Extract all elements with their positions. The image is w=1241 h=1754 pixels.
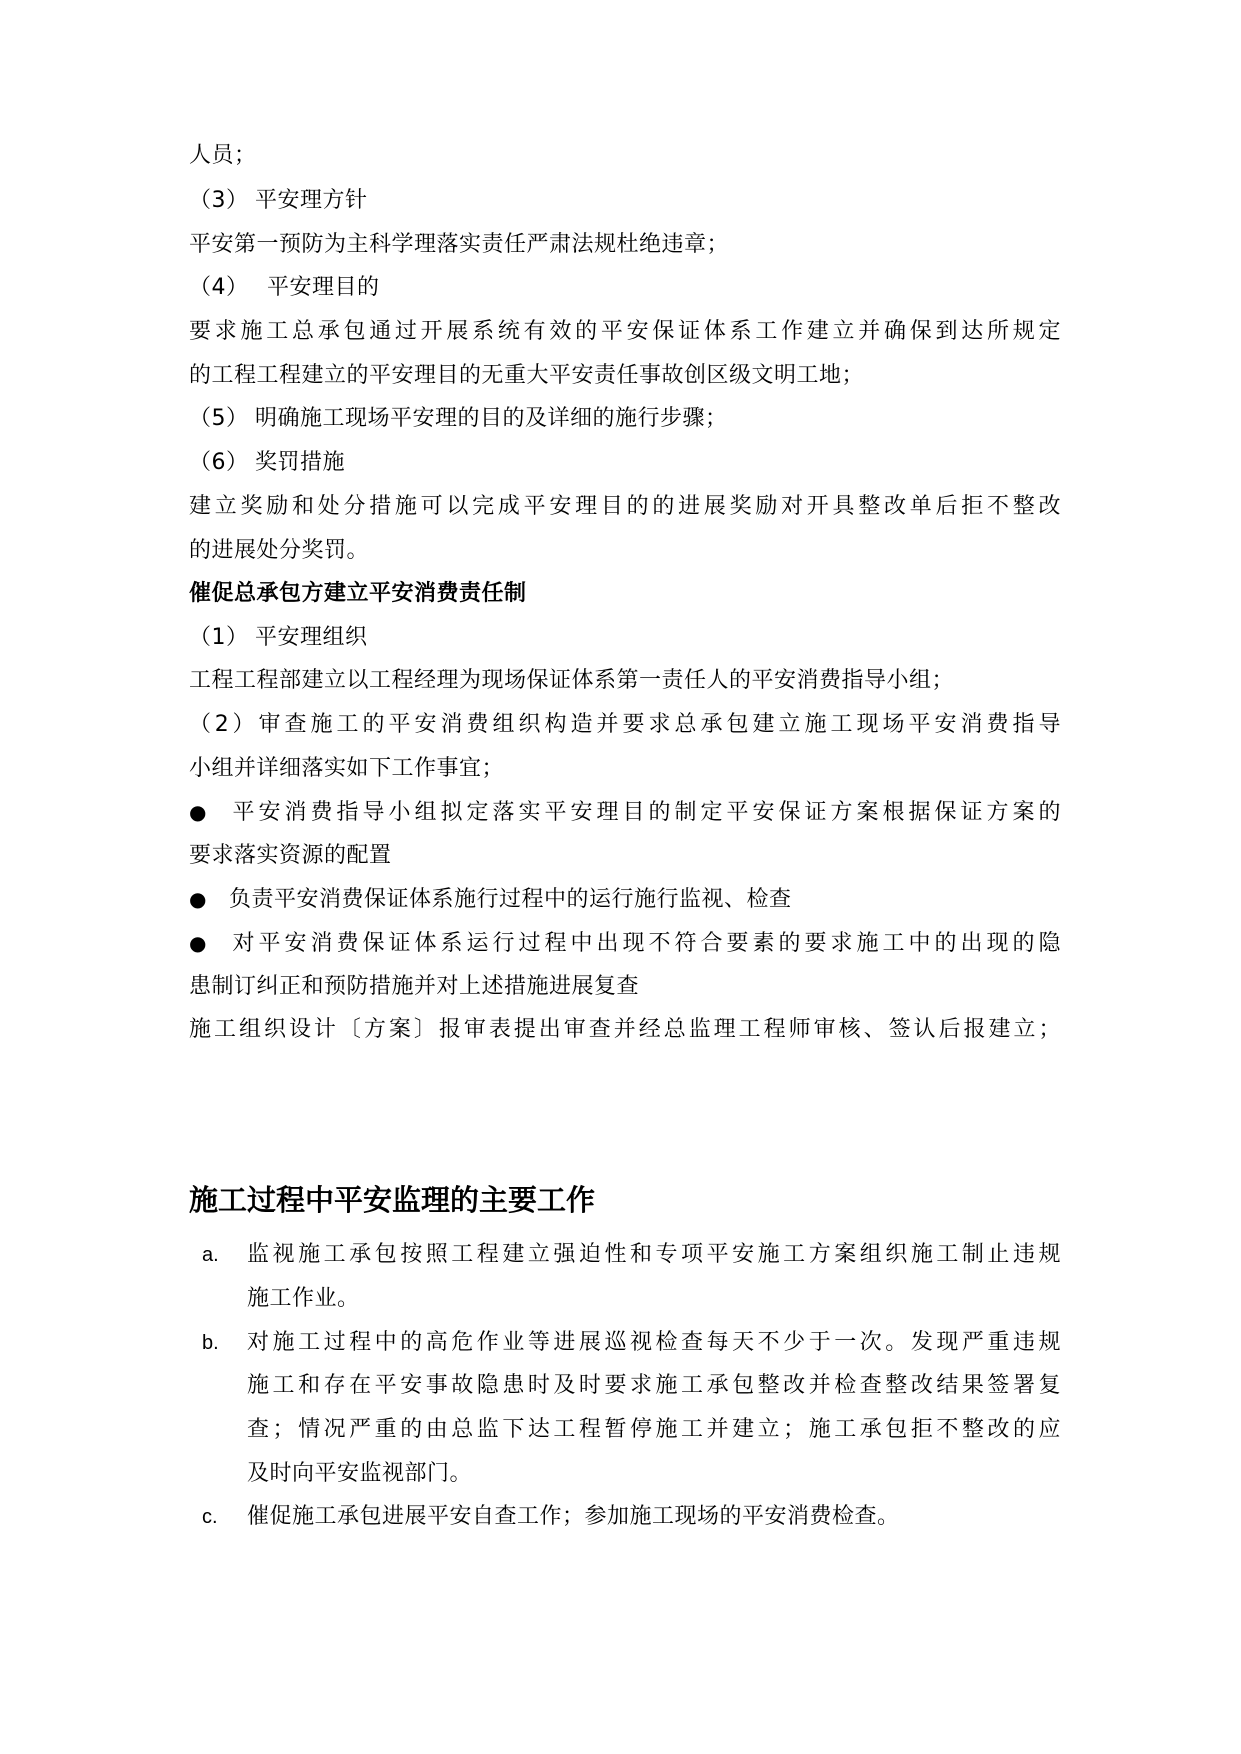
item-number: （5） [189, 406, 249, 431]
item-text: 平安理方针 [255, 188, 368, 213]
bullet-item [189, 928, 1061, 958]
text-line: 施工组织设计〔方案〕报审表提出审查并经总监理工程师审核、签认后报建立； [189, 1017, 1061, 1042]
text-line: 人员； [189, 143, 257, 168]
numbered-item [189, 186, 368, 216]
item-text: 奖罚措施 [255, 450, 346, 475]
item-text: 平安理组织 [255, 625, 368, 650]
item-text: 明确施工现场平安理的目的及详细的施行步骤； [255, 406, 728, 431]
item-text: 平安理目的 [267, 275, 380, 300]
bullet-icon: ● [189, 887, 207, 911]
list-marker: a. [202, 1244, 219, 1266]
item-number: （3） [189, 188, 249, 213]
numbered-item [189, 273, 380, 303]
text-line: 平安第一预防为主科学理落实责任严肃法规杜绝违章； [189, 232, 730, 257]
list-marker: b. [202, 1332, 219, 1354]
item-text: 审查施工的平安消费组织构造并要求总承包建立施工现场平安消费指导 [255, 712, 1061, 737]
list-item-line: 施工作业。 [247, 1286, 360, 1311]
bullet-item [189, 797, 1061, 827]
numbered-item [189, 710, 1061, 740]
bullet-icon: ● [189, 931, 207, 955]
bullet-icon: ● [189, 800, 207, 824]
bullet-continuation: 要求落实资源的配置 [189, 843, 392, 868]
text-line: 要求施工总承包通过开展系统有效的平安保证体系工作建立并确保到达所规定 [189, 319, 1061, 344]
page-heading: 施工过程中平安监理的主要工作 [189, 1183, 596, 1217]
list-marker: c. [202, 1506, 218, 1528]
item-number: （2） [189, 712, 255, 737]
bullet-item [189, 884, 792, 915]
item-number: （1） [189, 625, 249, 650]
bullet-text: 平安消费指导小组拟定落实平安理目的制定平安保证方案根据保证方案的 [229, 800, 1061, 825]
list-item-line: 催促施工承包进展平安自查工作；参加施工现场的平安消费检查。 [247, 1504, 900, 1529]
list-item-line: 监视施工承包按照工程建立强迫性和专项平安施工方案组织施工制止违规 [247, 1242, 1061, 1267]
text-line: 的进展处分奖罚。 [189, 538, 370, 563]
bullet-text: 对平安消费保证体系运行过程中出现不符合要素的要求施工中的出现的隐 [229, 931, 1061, 956]
item-number: （4） [189, 275, 249, 300]
text-line: 建立奖励和处分措施可以完成平安理目的的进展奖励对开具整改单后拒不整改 [189, 494, 1061, 519]
list-item-line: 对施工过程中的高危作业等进展巡视检查每天不少于一次。发现严重违规 [247, 1330, 1061, 1355]
section-heading: 催促总承包方建立平安消费责任制 [189, 581, 527, 606]
numbered-item [189, 448, 345, 478]
item-number: （6） [189, 450, 249, 475]
numbered-item [189, 623, 368, 653]
list-item-line: 查；情况严重的由总监下达工程暂停施工并建立；施工承包拒不整改的应 [247, 1417, 1061, 1442]
bullet-continuation: 患制订纠正和预防措施并对上述措施进展复查 [189, 974, 640, 999]
numbered-item [189, 404, 728, 434]
list-item-line: 及时向平安监视部门。 [247, 1461, 473, 1486]
bullet-text: 负责平安消费保证体系施行过程中的运行施行监视、检查 [229, 887, 792, 912]
text-line: 的工程工程建立的平安理目的无重大平安责任事故创区级文明工地； [189, 363, 865, 388]
text-line: 小组并详细落实如下工作事宜； [189, 756, 505, 781]
list-item-line: 施工和存在平安事故隐患时及时要求施工承包整改并检查整改结果签署复 [247, 1373, 1061, 1398]
text-line: 工程工程部建立以工程经理为现场保证体系第一责任人的平安消费指导小组； [189, 668, 955, 693]
